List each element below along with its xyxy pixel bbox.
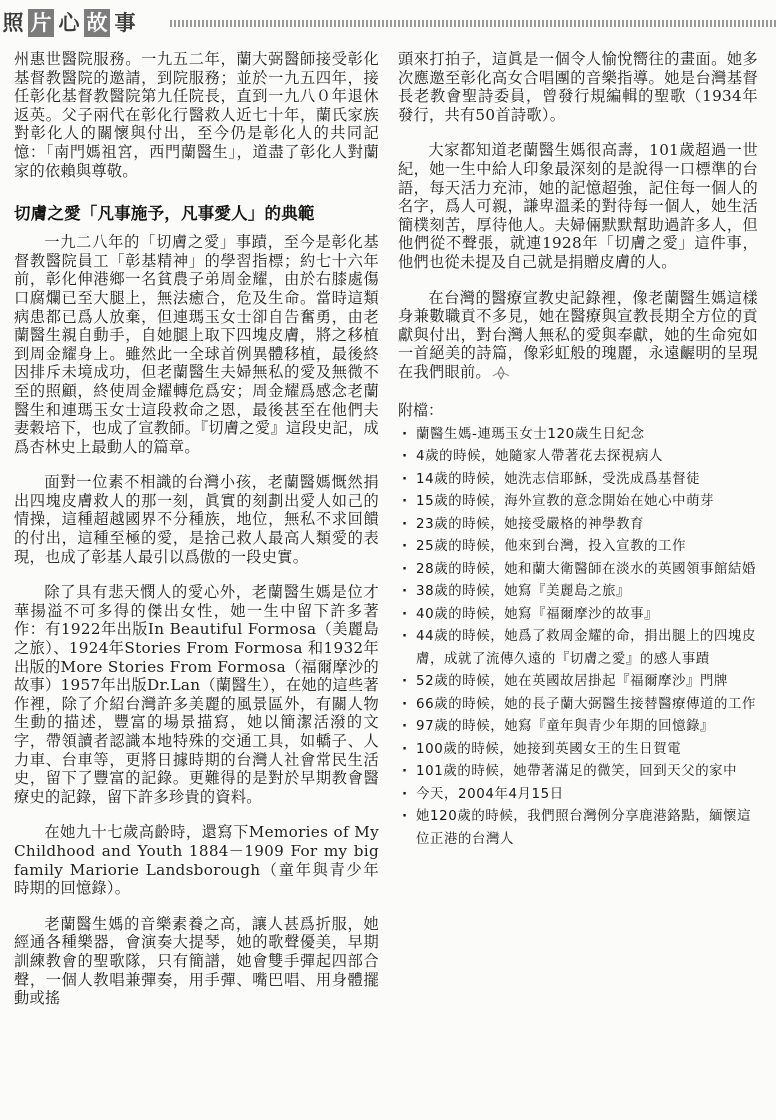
right-column (398, 50, 758, 851)
section-title-char: 心 (58, 11, 80, 35)
timeline-item: · 66歲的時候，她的長子蘭大弼醫生接替醫療傳道的工作 (398, 694, 758, 717)
paragraph: 在台灣的醫療宣教史記錄裡，像老蘭醫生媽這樣身兼數職貢不多見，她在醫療與宣教長期全方位的貢獻與付出，對台灣人無私的愛與奉獻，她的生命宛如一首絕美的詩篇，像彩虹般的瑰麗，永遠齷明的呈現在我們眼前。 (398, 288, 758, 381)
page-header (0, 0, 776, 44)
paragraph: 大家都知道老蘭醫生媽很高壽，101歲超過一世紀，她一生中給人印象最深刻的是說得一口標準的台語，每天活力充沛，她的記憶超強，記住每一個人的名字，爲人可親，謙卑溫柔的對待每一個人，她生活簡樸刻苦，厚待他人。夫婦倆默默幫助過許多人，但他們從不聲張，就連1928年「切膚之愛」這件事，他們也從未提及自己就是捐贈皮膚的人。 (398, 141, 758, 271)
section-title-char: 照 (2, 11, 24, 35)
timeline-item: · 她120歲的時候，我們照台灣例分享鹿港鉻點，緬懷這位正港的台灣人 (398, 806, 758, 851)
timeline-item: · 100歲的時候，她接到英國女王的生日賀電 (398, 739, 758, 762)
paragraph: 除了具有悲天憫人的愛心外，老蘭醫生媽是位才華揚溢不可多得的傑出女性，她一生中留下許多著作：有1922年出版In Beautiful Formosa（美麗島之旅）、1924年Stories From Formosa 和1932年出版的More Stories From Formosa（福爾摩沙的故事）1957年出版Dr.Lan（蘭醫生），在她的這些著作裡，除了介紹台灣許多美麗的風景區外，有關人物生動的描述，豐富的場景描寫，她以簡潔活潑的文字，帶領讀者認識本地特殊的交通工具，如轎子、人力車、台車等，更將日據時期的台灣人社會常民生活史，留下了豐富的記錄。更難得的是對於早期教會醫療史的記錄，留下許多珍貴的資料。 (14, 583, 379, 806)
paragraph: 老蘭醫生媽的音樂素養之高，讓人甚爲折服，她經通各種樂器，會演奏大提琴，她的歌聲優美，早期訓練教會的聖歌隊，只有簡譜，她會雙手彈起四部合聲，一個人教唱兼彈奏，用手彈、嘴巴唱、用身體擺動或搖 (14, 914, 379, 1008)
timeline-item: · 25歲的時候，他來到台灣，投入宣教的工作 (398, 536, 758, 559)
timeline-item: · 蘭醫生媽-連瑪玉女士120歲生日紀念 (398, 424, 758, 447)
timeline-item: · 52歲的時候，她在英國故居掛起『福爾摩沙』門牌 (398, 671, 758, 694)
timeline-list (398, 424, 758, 852)
section-title-char: 故 (84, 9, 110, 37)
timeline-item: · 今天，2004年4月15日 (398, 784, 758, 807)
section-title-char: 片 (28, 9, 54, 37)
timeline-item: · 4歲的時候，她隨家人帶著花去探視病人 (398, 446, 758, 469)
timeline-item: · 38歲的時候，她寫『美麗島之旅』 (398, 581, 758, 604)
section-title-char: 事 (114, 11, 136, 35)
timeline-item: · 14歲的時候，她洗志信耶穌，受洗成爲基督徒 (398, 469, 758, 492)
timeline-item: · 101歲的時候，她帶著滿足的微笑，回到天父的家中 (398, 761, 758, 784)
paragraph: 在她九十七歲高齡時，還寫下Memories of My Childhood and Youth 1884－1909 For my big family Mariorie Landsborough（童年與青少年時期的回憶錄）。 (14, 823, 379, 898)
paragraph: 州惠世醫院服務。一九五二年，蘭大弼醫師接受彰化基督教醫院的邀請，到院服務；並於一九五四年，接任彰化基督教醫院第九任院長，直到一九八０年退休返英。父子兩代在彰化行醫救人近七十年，蘭氏家族對彰化人的關懷與付出，至今仍是彰化人的共同記憶：「南門媽祖宮，西門蘭醫生」，道盡了彰化人對蘭家的依賴與尊敬。 (14, 50, 379, 180)
timeline-item: · 97歲的時候，她寫『童年與青少年期的回憶錄』 (398, 716, 758, 739)
paragraph: 面對一位素不相識的台灣小孩，老蘭醫媽慨然捐出四塊皮膚救人的那一刻，眞實的刻劃出愛人如己的情操，這種超越國界不分種族，地位，無私不求回饋的付出，這種至極的愛，是捨己救人最高人類愛的表現，也成了彰基人最引以爲傲的一段史實。 (14, 473, 379, 566)
appendix-title: 附檔： (398, 400, 444, 419)
header-dotted-rule (170, 20, 776, 27)
paragraph: 頭來打拍子，這眞是一個令人愉悅嚮往的畫面。她多次應邀至彰化高女合唱團的音樂指導。她是台灣基督長老教會聖詩委員，曾發行規編輯的聖歌（1934年發行，共有50首詩歌）。 (398, 50, 758, 124)
timeline-item: · 28歲的時候，她和蘭大衛醫師在淡水的英國領事館結婚 (398, 559, 758, 582)
end-ornament-icon (491, 366, 511, 380)
timeline-item: · 40歲的時候，她寫『福爾摩沙的故事』 (398, 604, 758, 627)
timeline-item: · 44歲的時候，她爲了救周金耀的命，捐出腿上的四塊皮膚，成就了流傳久遠的『切膚之愛』的感人事蹟 (398, 626, 758, 671)
section-title (0, 6, 140, 40)
timeline-item: · 23歲的時候，她接受嚴格的神學教育 (398, 514, 758, 537)
paragraph: 一九二八年的「切膚之愛」事蹟，至今是彰化基督教醫院員工「彰基精神」的學習指標；約七十六年前，彰化伸港鄉一名貧農子弟周金耀，由於右膝處傷口腐爛已至大腿上，無法癒合，危及生命。當時這類病患都已爲人放棄，但連瑪玉女士卻自告奮勇，由老蘭醫生親自動手，自她腿上取下四塊皮膚，將之移植到周金耀身上。雖然此一全球首例異體移植，最後終因排斥未境成功，但老蘭醫生夫婦無私的愛及無微不至的照顧，終使周金耀轉危爲安；周金耀爲感念老蘭醫生和連瑪玉女士這段救命之恩，最後甚至在他們夫妻穀培下，也成了宣教師。『切膚之愛』這段史記，成爲杏林史上最動人的篇章。 (14, 233, 379, 456)
left-column (14, 50, 379, 1008)
timeline-item: · 15歲的時候，海外宣教的意念開始在她心中萌芽 (398, 491, 758, 514)
section-heading: 切膚之愛「凡事施予，凡事愛人」的典範 (14, 204, 315, 224)
